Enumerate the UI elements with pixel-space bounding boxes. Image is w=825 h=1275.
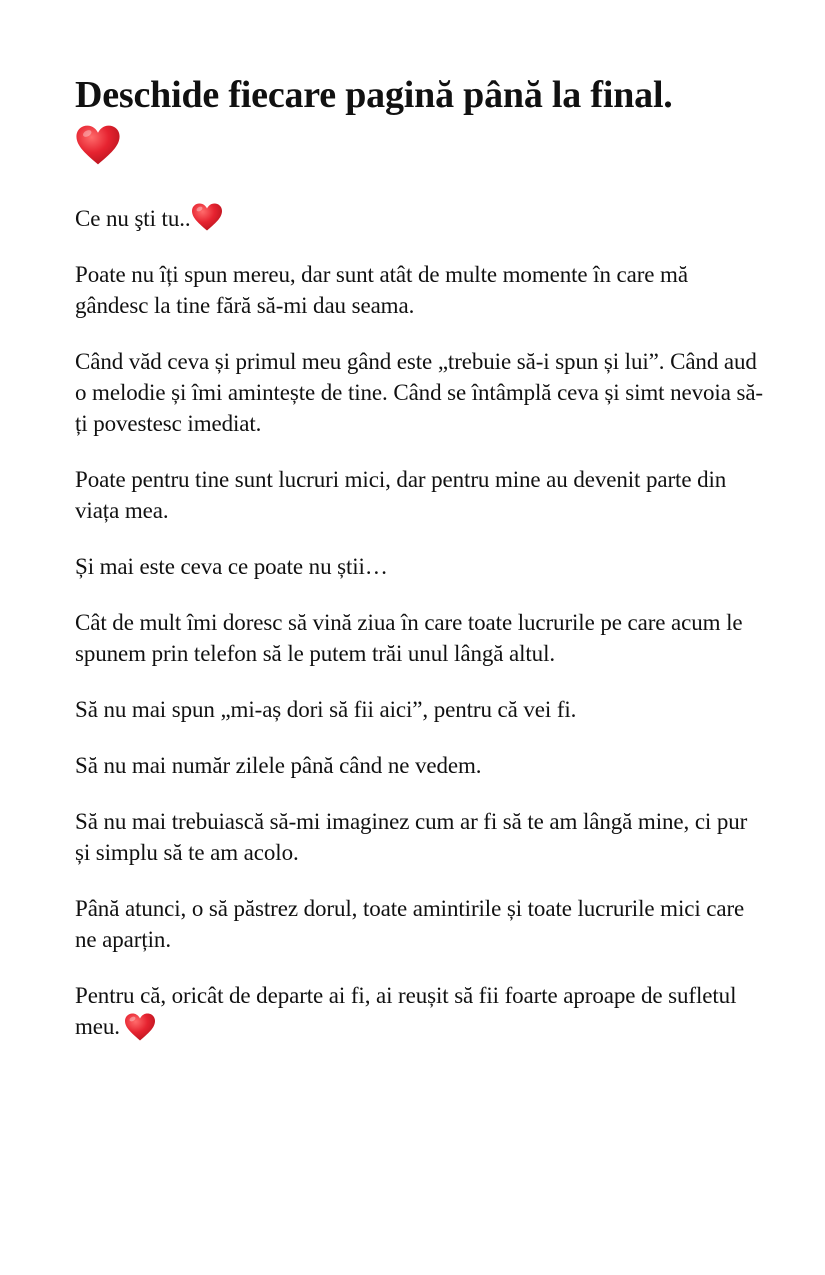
paragraph-11: Pentru că, oricât de departe ai fi, ai reușit să fii foarte aproape de sufletul meu. [75, 980, 765, 1042]
paragraph-2: Poate nu îți spun mereu, dar sunt atât de multe momente în care mă gândesc la tine fără să-mi dau seama. [75, 262, 688, 318]
paragraph-3: Când văd ceva și primul meu gând este „trebuie să-i spun și lui”. Când aud o melodie și îmi amintește de tine. Când se întâmplă ceva și simt nevoia să-ți povestesc imediat. [75, 349, 763, 436]
paragraph-10: Până atunci, o să păstrez dorul, toate amintirile și toate lucrurile mici care ne aparțin. [75, 896, 745, 952]
title-text: Deschide fiecare pagină până la final. [75, 74, 673, 116]
paragraph-6: Cât de mult îmi doresc să vină ziua în care toate lucrurile pe care acum le spunem prin telefon să le putem trăi unul lângă altul. [75, 610, 743, 666]
paragraph-1: Ce nu şti tu.. [75, 202, 765, 234]
paragraph-7: Să nu mai spun „mi-aș dori să fii aici”, pentru că vei fi. [75, 697, 577, 722]
red-heart-icon [75, 124, 121, 166]
red-heart-icon [124, 1012, 156, 1042]
document-body [75, 72, 765, 1067]
page-title [75, 72, 765, 166]
paragraph-5: Și mai este ceva ce poate nu știi… [75, 554, 388, 579]
paragraph-4: Poate pentru tine sunt lucruri mici, dar pentru mine au devenit parte din viața mea. [75, 467, 727, 523]
paragraph-8: Să nu mai număr zilele până când ne vedem. [75, 753, 482, 778]
paragraph-9: Să nu mai trebuiască să-mi imaginez cum ar fi să te am lângă mine, ci pur și simplu să te am acolo. [75, 809, 748, 865]
red-heart-icon [191, 202, 223, 232]
